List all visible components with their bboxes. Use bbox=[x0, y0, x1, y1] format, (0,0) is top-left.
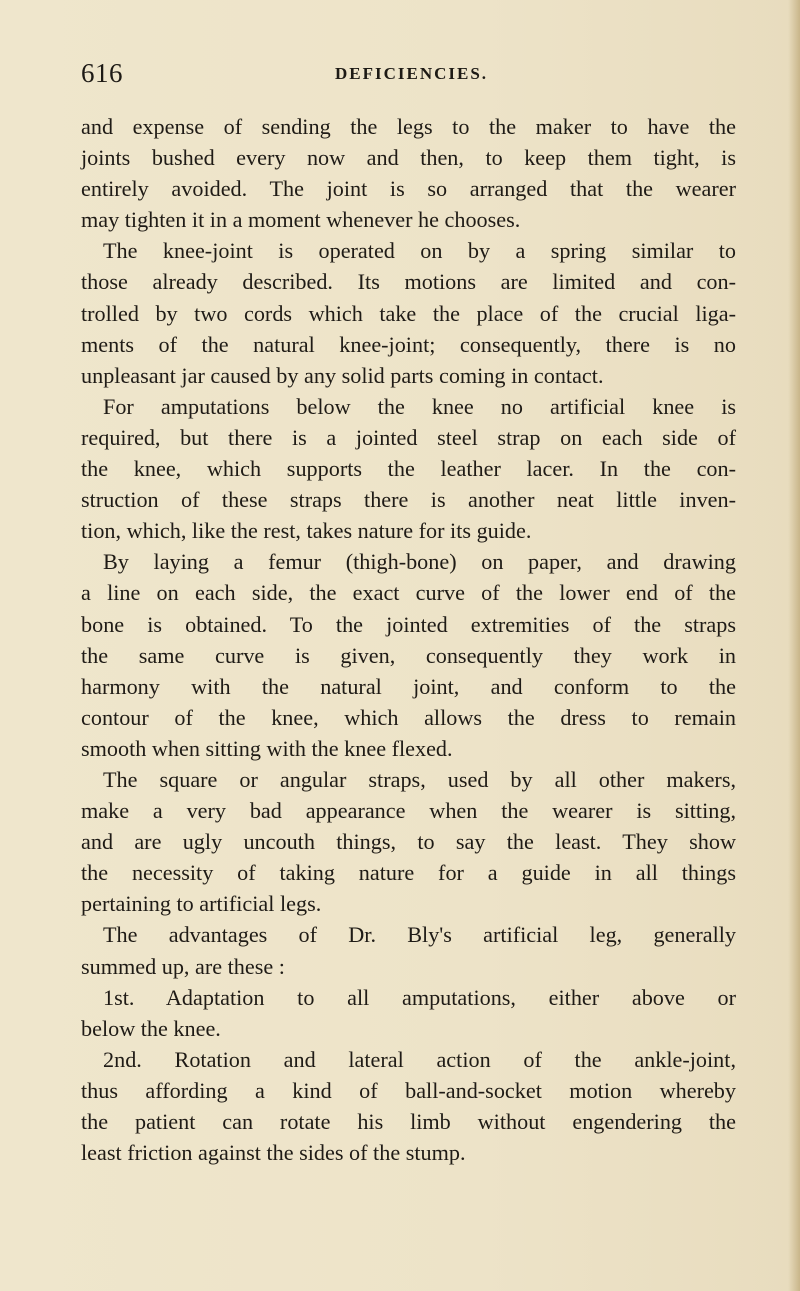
text-line: those already described. Its motions are limited and con- bbox=[81, 269, 736, 295]
text-line: bone is obtained. To the jointed extremities of the straps bbox=[81, 611, 736, 637]
text-line: joints bushed every now and then, to keep them tight, is bbox=[81, 145, 736, 171]
text-line: and expense of sending the legs to the maker to have the bbox=[81, 114, 736, 139]
text-line: least friction against the sides of the stump. bbox=[81, 1140, 466, 1166]
text-line: thus affording a kind of ball-and-socket motion whereby bbox=[81, 1077, 736, 1103]
text-line: tion, which, like the rest, takes nature for its guide. bbox=[81, 518, 532, 544]
text-line: The knee-joint is operated on by a spring similar to bbox=[103, 238, 736, 264]
text-line: a line on each side, the exact curve of the lower end of the bbox=[81, 580, 736, 606]
text-line: entirely avoided. The joint is so arranged that the wearer bbox=[81, 176, 736, 202]
text-line: trolled by two cords which take the place of the crucial liga- bbox=[81, 300, 736, 326]
text-line: The advantages of Dr. Bly's artificial leg, generally bbox=[103, 922, 736, 948]
text-line: the necessity of taking nature for a guide in all things bbox=[81, 860, 736, 886]
text-line: 1st. Adaptation to all amputations, either above or bbox=[103, 984, 736, 1010]
page-header bbox=[81, 58, 731, 98]
text-line: and are ugly uncouth things, to say the least. They show bbox=[81, 829, 736, 855]
text-line: 2nd. Rotation and lateral action of the ankle-joint, bbox=[103, 1046, 736, 1072]
page-number: 616 bbox=[81, 58, 123, 88]
text-line: summed up, are these : bbox=[81, 953, 285, 979]
text-line: By laying a femur (thigh-bone) on paper, and drawing bbox=[103, 549, 736, 575]
text-line: the knee, which supports the leather lacer. In the con- bbox=[81, 456, 736, 482]
text-line: smooth when sitting with the knee flexed. bbox=[81, 735, 453, 761]
text-line: below the knee. bbox=[81, 1015, 221, 1041]
text-line: The square or angular straps, used by all other makers, bbox=[103, 766, 736, 792]
page-edge-shadow bbox=[788, 0, 800, 1291]
text-line: harmony with the natural joint, and conform to the bbox=[81, 673, 736, 699]
body-text bbox=[81, 111, 736, 1168]
text-line: make a very bad appearance when the wearer is sitting, bbox=[81, 798, 736, 824]
text-line: the patient can rotate his limb without engendering the bbox=[81, 1109, 736, 1134]
text-line: the same curve is given, consequently they work in bbox=[81, 642, 736, 668]
text-line: struction of these straps there is another neat little inven- bbox=[81, 487, 736, 513]
text-line: unpleasant jar caused by any solid parts coming in contact. bbox=[81, 362, 604, 388]
running-head: DEFICIENCIES. bbox=[335, 64, 489, 83]
text-line: pertaining to artificial legs. bbox=[81, 891, 322, 917]
text-line: ments of the natural knee-joint; consequently, there is no bbox=[81, 331, 736, 357]
text-line: contour of the knee, which allows the dress to remain bbox=[81, 704, 736, 730]
text-line: For amputations below the knee no artificial knee is bbox=[103, 393, 736, 419]
text-line: may tighten it in a moment whenever he chooses. bbox=[81, 207, 521, 233]
text-line: required, but there is a jointed steel strap on each side of bbox=[81, 424, 736, 450]
